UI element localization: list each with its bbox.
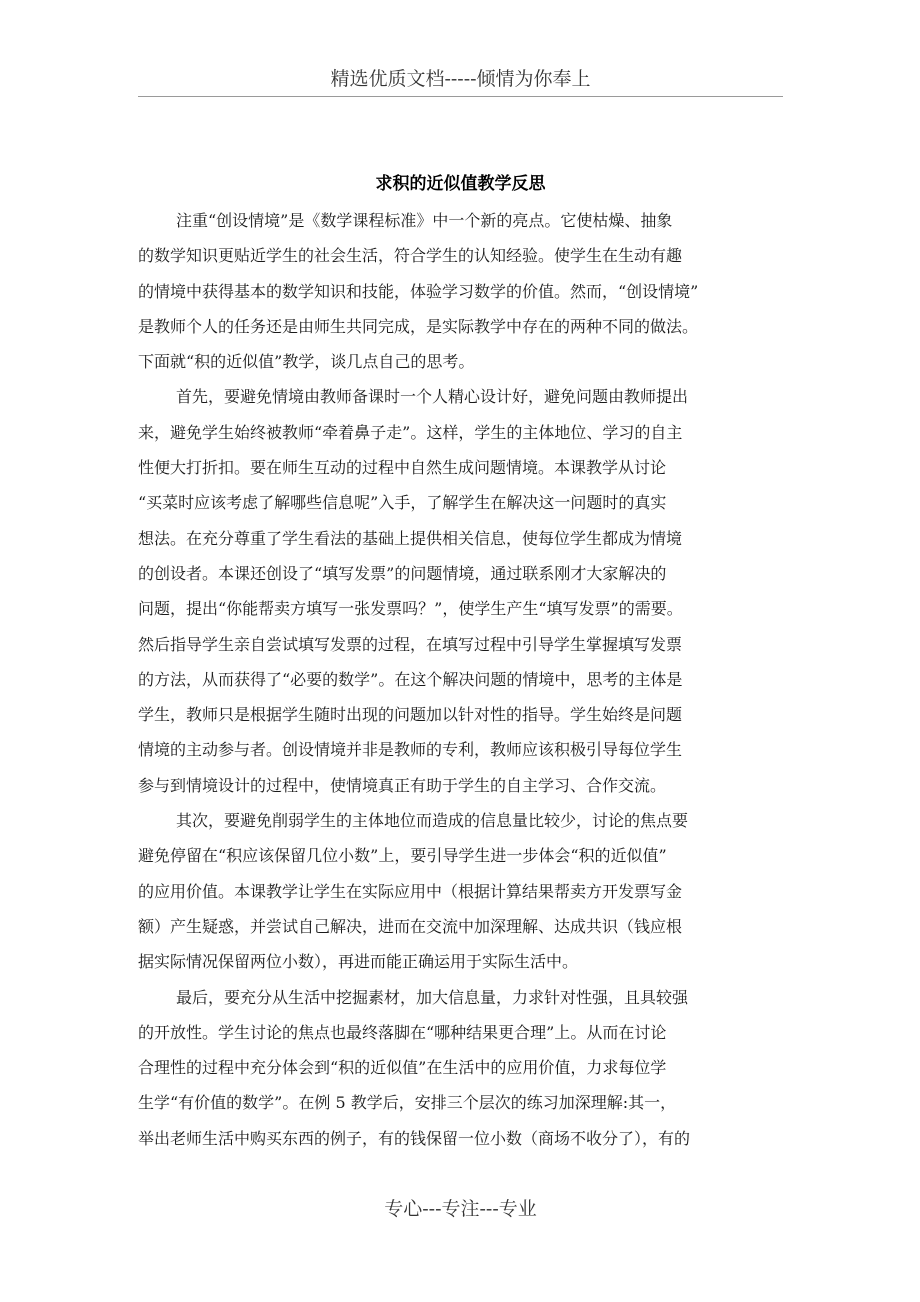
body-line: 生学“有价值的数学”。在例 5 教学后，安排三个层次的练习加深理解:其一，: [138, 1093, 677, 1113]
page-header: 精选优质文档-----倾情为你奉上: [138, 62, 783, 97]
body-line: 的方法，从而获得了“必要的数学”。在这个解决问题的情境中，思考的主体是: [138, 669, 683, 689]
page-footer: 专心---专注---专业: [384, 1198, 537, 1220]
body-line: 参与到情境设计的过程中，使情境真正有助于学生的自主学习、合作交流。: [138, 775, 667, 795]
body-line: 首先，要避免情境由教师备课时一个人精心设计好，避免问题由教师提出: [176, 387, 689, 407]
body-line: 来，避免学生始终被教师“牵着鼻子走”。这样，学生的主体地位、学习的自主: [138, 422, 683, 442]
body-line: 然后指导学生亲自尝试填写发票的过程，在填写过程中引导学生掌握填写发票: [138, 634, 683, 654]
body-line: 问题，提出“你能帮卖方填写一张发票吗？”，使学生产生“填写发票”的需要。: [138, 599, 683, 619]
body-line: 合理性的过程中充分体会到“积的近似值”在生活中的应用价值，力求每位学: [138, 1058, 667, 1078]
body-line: 下面就“积的近似值”教学，谈几点自己的思考。: [138, 352, 475, 372]
document-title: 求积的近似值教学反思: [375, 174, 546, 194]
body-line: 注重“创设情境”是《数学课程标准》中一个新的亮点。它使枯燥、抽象: [176, 211, 673, 230]
document-body: [138, 203, 798, 1156]
body-line: 举出老师生活中购买东西的例子，有的钱保留一位小数（商场不收分了），有的: [138, 1128, 691, 1148]
body-line: 是教师个人的任务还是由师生共同完成，是实际教学中存在的两种不同的做法。: [138, 316, 699, 336]
body-line: 避免停留在“积应该保留几位小数”上，要引导学生进一步体会“积的近似值”: [138, 846, 667, 866]
body-line: 额）产生疑惑，并尝试自己解决，进而在交流中加深理解、达成共识（钱应根: [138, 916, 683, 936]
body-line: 最后，要充分从生活中挖掘素材，加大信息量，力求针对性强，且具较强: [176, 987, 689, 1007]
body-line: 的开放性。学生讨论的焦点也最终落脚在“哪种结果更合理”上。从而在讨论: [138, 1022, 667, 1042]
body-line: 的情境中获得基本的数学知识和技能，体验学习数学的价值。然而，“创设情境”: [138, 281, 699, 301]
body-line: “买菜时应该考虑了解哪些信息呢”入手，了解学生在解决这一问题时的真实: [138, 493, 667, 513]
body-line: 想法。在充分尊重了学生看法的基础上提供相关信息，使每位学生都成为情境: [138, 528, 683, 548]
body-line: 情境的主动参与者。创设情境并非是教师的专利，教师应该积极引导每位学生: [138, 740, 683, 760]
body-line: 学生，教师只是根据学生随时出现的问题加以针对性的指导。学生始终是问题: [138, 705, 683, 725]
body-line: 其次，要避免削弱学生的主体地位而造成的信息量比较少，讨论的焦点要: [176, 811, 689, 831]
body-line: 的应用价值。本课教学让学生在实际应用中（根据计算结果帮卖方开发票写金: [138, 881, 683, 901]
body-line: 据实际情况保留两位小数），再进而能正确运用于实际生活中。: [138, 952, 579, 972]
body-line: 的数学知识更贴近学生的社会生活，符合学生的认知经验。使学生在生动有趣: [138, 246, 683, 266]
body-line: 的创设者。本课还创设了“填写发票”的问题情境，通过联系刚才大家解决的: [138, 563, 667, 583]
body-line: 性便大打折扣。要在师生互动的过程中自然生成问题情境。本课教学从讨论: [138, 458, 667, 478]
